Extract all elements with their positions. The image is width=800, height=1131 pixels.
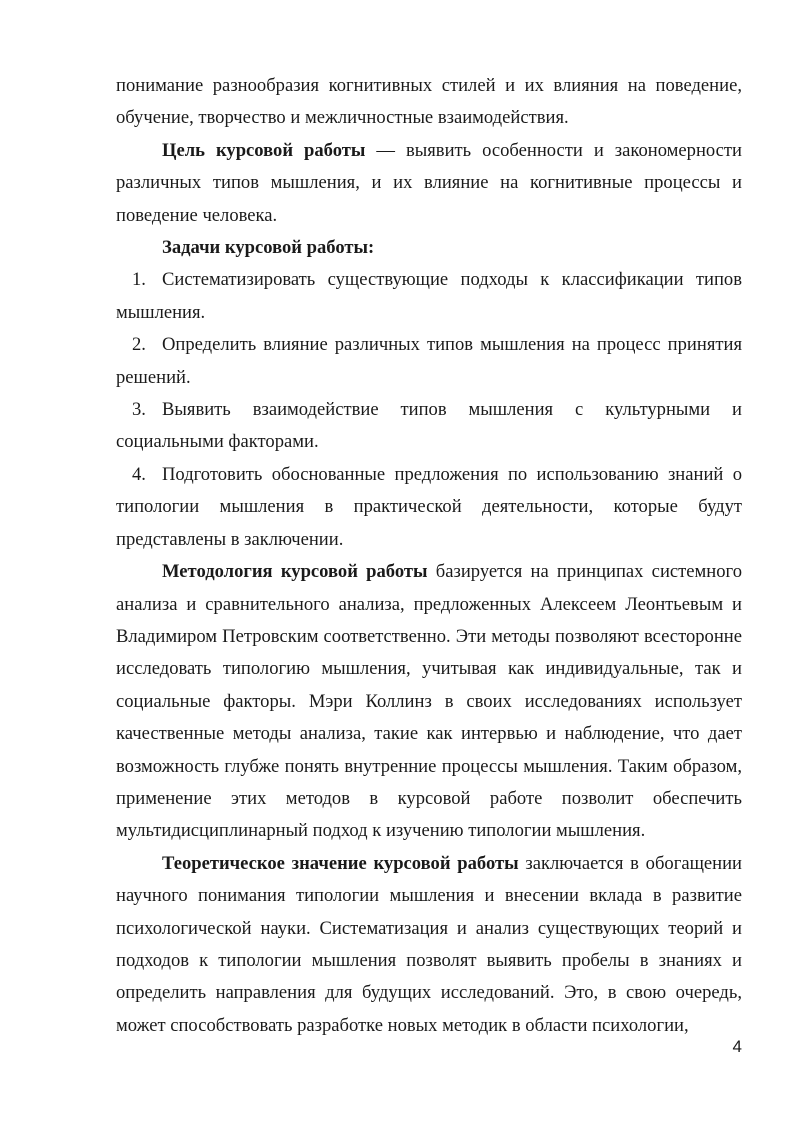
document-page bbox=[116, 70, 742, 1042]
list-item-number: 3. bbox=[132, 399, 146, 421]
goal-text: — выявить особенности и закономерности различных типов мышления, и их влияние на когнитивные процессы и поведение человека. bbox=[116, 139, 742, 226]
intro-continuation-paragraph bbox=[116, 70, 742, 135]
list-item bbox=[116, 329, 742, 394]
list-item bbox=[116, 394, 742, 459]
goal-paragraph bbox=[116, 135, 742, 232]
intro-continuation-text: понимание разнообразия когнитивных стилей и их влияния на поведение, обучение, творчество и межличностные взаимодействия. bbox=[116, 75, 742, 129]
methodology-label: Методология курсовой работы bbox=[162, 561, 428, 583]
methodology-paragraph bbox=[116, 556, 742, 848]
list-item-text: Подготовить обоснованные предложения по использованию знаний о типологии мышления в практической деятельности, которые будут представлены в заключении. bbox=[116, 463, 742, 550]
list-item-text: Систематизировать существующие подходы к классификации типов мышления. bbox=[116, 269, 742, 323]
goal-label: Цель курсовой работы bbox=[162, 139, 366, 161]
list-item bbox=[116, 459, 742, 556]
list-item-number: 4. bbox=[132, 463, 146, 485]
list-item-number: 2. bbox=[132, 334, 146, 356]
list-item-text: Выявить взаимодействие типов мышления с культурными и социальными факторами. bbox=[116, 399, 742, 453]
theory-paragraph bbox=[116, 848, 742, 1042]
theory-label: Теоретическое значение курсовой работы bbox=[162, 852, 519, 874]
tasks-list bbox=[116, 264, 742, 556]
list-item-text: Определить влияние различных типов мышления на процесс принятия решений. bbox=[116, 334, 742, 388]
tasks-heading: Задачи курсовой работы: bbox=[162, 237, 375, 259]
theory-text: заключается в обогащении научного понимания типологии мышления и внесении вклада в развитие психологической науки. Систематизация и анализ существующих теорий и подходов к типологии мышления позволят выявить пробелы в знаниях и определить направления для будущих исследований. Это, в свою очередь, может способствовать разработке новых методик в области психологии, bbox=[116, 852, 743, 1036]
list-item-number: 1. bbox=[132, 269, 146, 291]
methodology-text: базируется на принципах системного анализа и сравнительного анализа, предложенных Алексеем Леонтьевым и Владимиром Петровским соответственно. Эти методы позволяют всесторонне исследовать типологию мышления, учитывая как индивидуальные, так и социальные факторы. Мэри Коллинз в своих исследованиях использует качественные методы анализа, такие как интервью и наблюдение, что дает возможность глубже понять внутренние процессы мышления. Таким образом, применение этих методов в курсовой работе позволит обеспечить мультидисциплинарный подход к изучению типологии мышления. bbox=[116, 561, 742, 842]
list-item bbox=[116, 264, 742, 329]
page-number: 4 bbox=[732, 1037, 742, 1056]
